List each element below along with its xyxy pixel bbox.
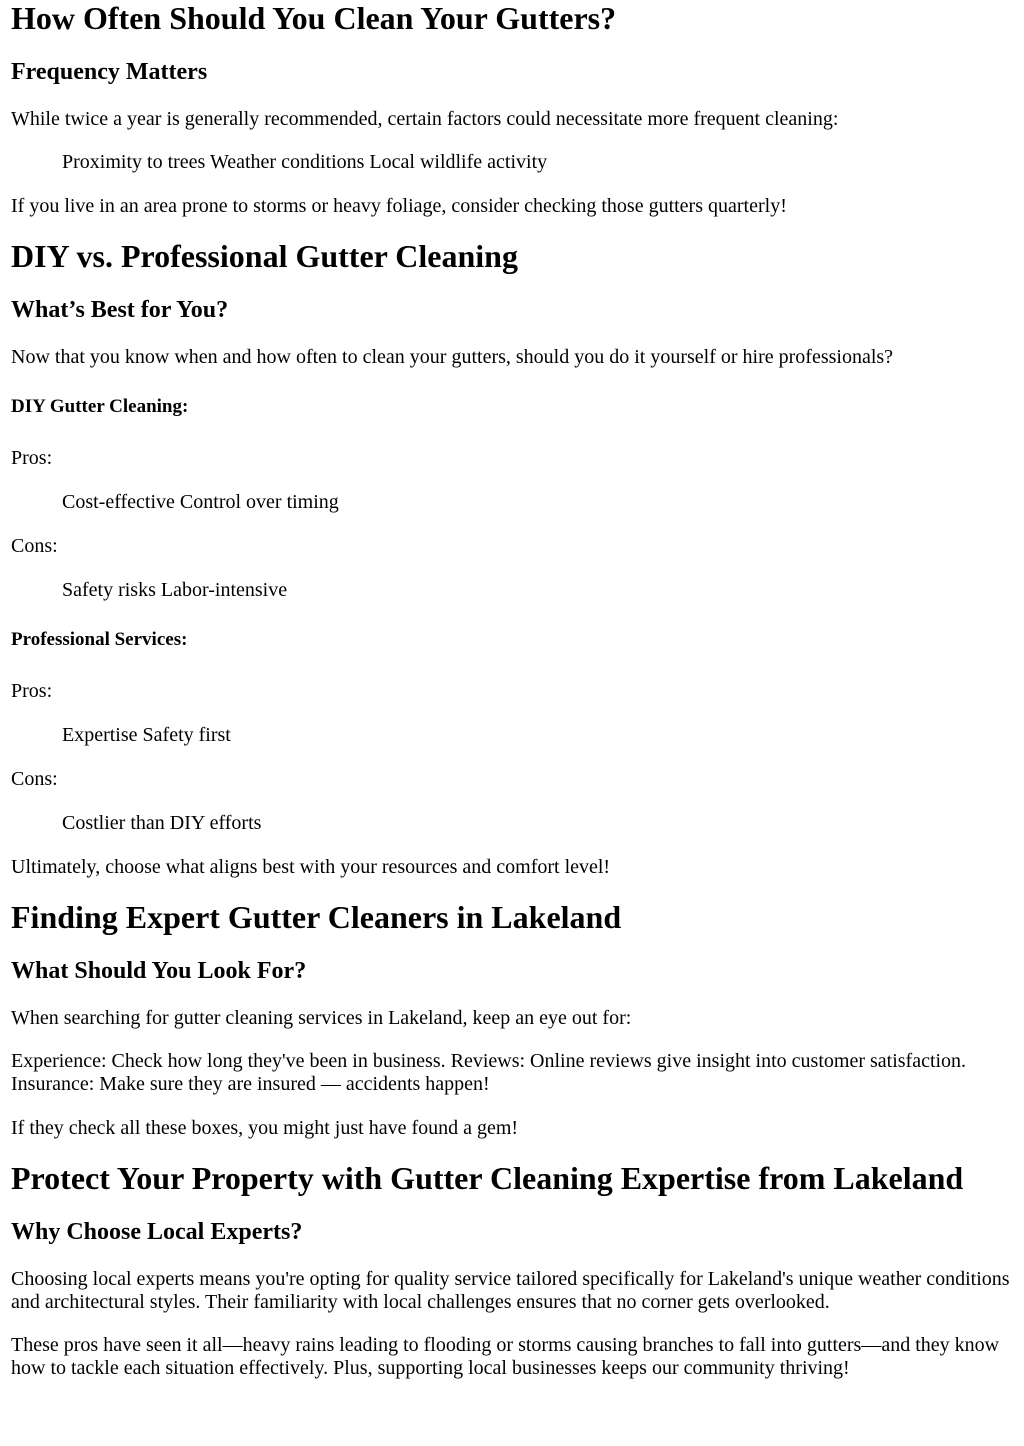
frequency-factors-list: Proximity to trees Weather conditions Local wildlife activity <box>62 151 548 173</box>
professional-pros-list: Expertise Safety first <box>62 724 231 746</box>
professional-cons-list: Costlier than DIY efforts <box>62 812 262 834</box>
local-experts-paragraph-1: Choosing local experts means you're opting for quality service tailored specifically for Lakeland's unique weather conditions and architectural styles. Their familiarity with local challenges ensures that no corner gets overlooked. <box>11 1268 1010 1313</box>
diy-pros-label: Pros: <box>11 447 53 469</box>
section-title-protect-property: Protect Your Property with Gutter Cleaning Expertise from Lakeland <box>11 1160 964 1196</box>
diy-intro: Now that you know when and how often to clean your gutters, should you do it yourself or hire professionals? <box>11 346 894 368</box>
subtitle-why-local-experts: Why Choose Local Experts? <box>11 1219 303 1245</box>
finding-criteria: Experience: Check how long they've been in business. Reviews: Online reviews give insight into customer satisfaction. Insurance: Make sure they are insured — accidents happen! <box>11 1050 967 1095</box>
section-title-gutter-frequency: How Often Should You Clean Your Gutters? <box>11 0 617 36</box>
diy-heading: DIY Gutter Cleaning: <box>11 396 189 417</box>
section-title-diy-vs-professional: DIY vs. Professional Gutter Cleaning <box>11 238 518 274</box>
diy-vs-pro-closing: Ultimately, choose what aligns best with your resources and comfort level! <box>11 856 611 878</box>
subtitle-what-to-look-for: What Should You Look For? <box>11 958 307 984</box>
professional-heading: Professional Services: <box>11 629 188 650</box>
section-title-finding-experts: Finding Expert Gutter Cleaners in Lakeland <box>11 899 622 935</box>
finding-closing: If they check all these boxes, you might just have found a gem! <box>11 1117 519 1139</box>
professional-cons-label: Cons: <box>11 768 58 790</box>
diy-cons-label: Cons: <box>11 535 58 557</box>
professional-pros-label: Pros: <box>11 680 53 702</box>
finding-intro: When searching for gutter cleaning services in Lakeland, keep an eye out for: <box>11 1007 632 1029</box>
local-experts-paragraph-2: These pros have seen it all—heavy rains leading to flooding or storms causing branches to fall into gutters—and they know how to tackle each situation effectively. Plus, supporting local businesses keeps our community thriving! <box>11 1334 1000 1379</box>
frequency-closing: If you live in an area prone to storms or heavy foliage, consider checking those gutters quarterly! <box>11 195 787 217</box>
frequency-intro: While twice a year is generally recommended, certain factors could necessitate more frequent cleaning: <box>11 108 839 130</box>
diy-cons-list: Safety risks Labor-intensive <box>62 579 288 601</box>
diy-pros-list: Cost-effective Control over timing <box>62 491 339 513</box>
subtitle-whats-best: What’s Best for You? <box>11 297 229 323</box>
subtitle-frequency-matters: Frequency Matters <box>11 59 208 85</box>
